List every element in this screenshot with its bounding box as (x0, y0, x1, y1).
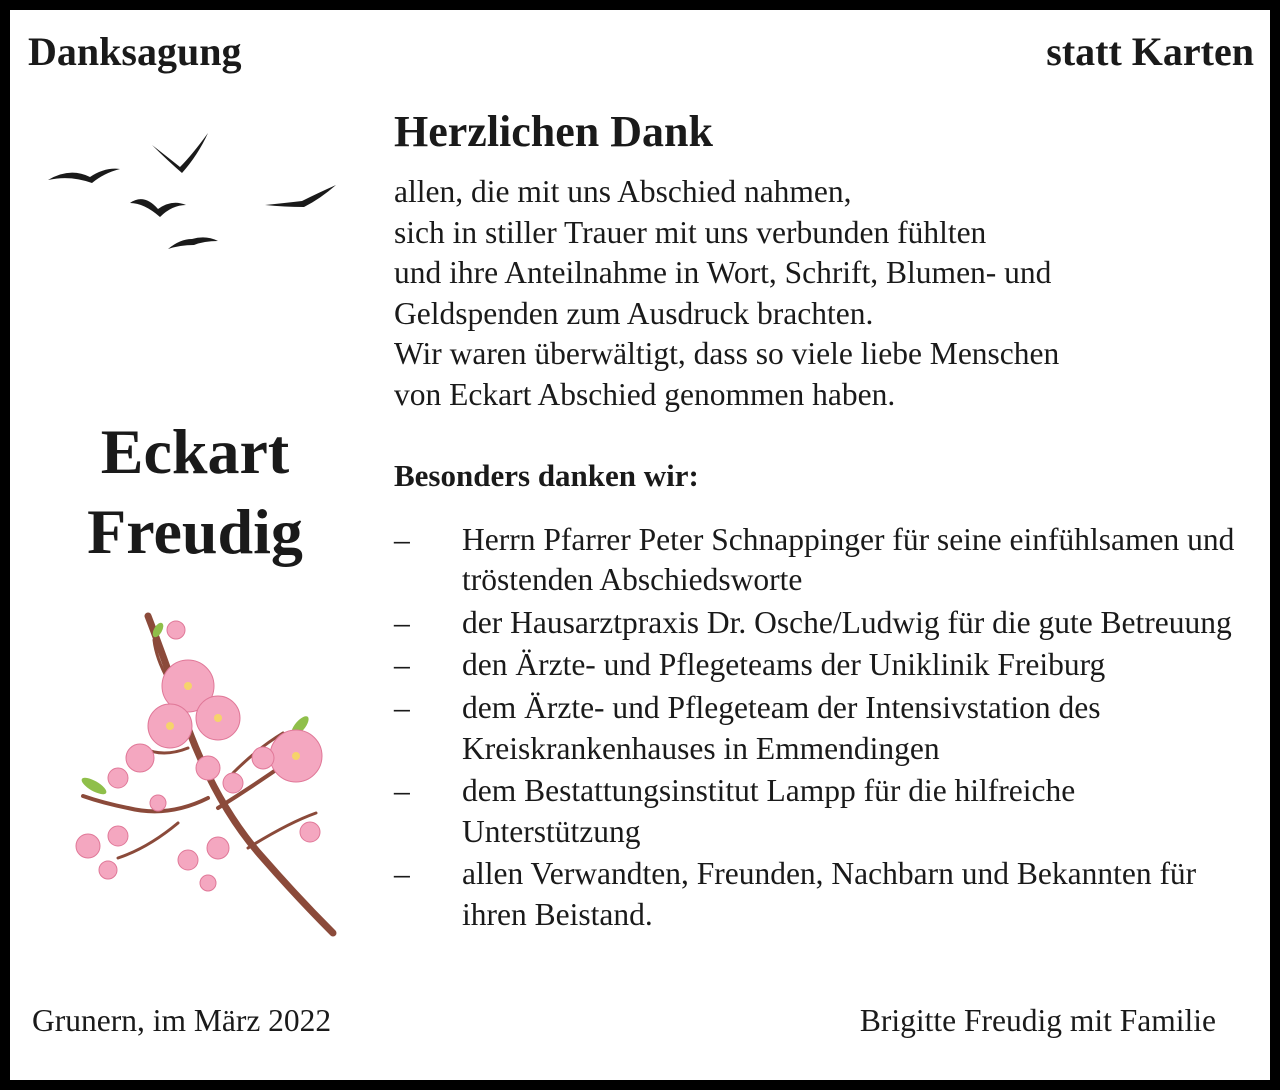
header-danksagung: Danksagung (28, 29, 242, 74)
list-bullet: – (394, 773, 410, 809)
list-bullet: – (394, 689, 410, 725)
list-bullet: – (394, 647, 410, 683)
obituary-card (10, 10, 1270, 1080)
list-item-text: dem Ärzte- und Pflegeteam der Intensivstation des Kreiskrankenhauses in Emmendingen (462, 689, 1101, 766)
list-item (394, 645, 1254, 686)
header-statt-karten: statt Karten (1046, 29, 1254, 74)
list-item-text: allen Verwandten, Freunden, Nachbarn und Bekannten für ihren Beistand. (462, 856, 1197, 932)
footer-signature: Brigitte Freudig mit Familie (859, 1003, 1216, 1038)
list-bullet: – (394, 604, 410, 640)
list-item (394, 854, 1254, 935)
intro-line: sich in stiller Trauer mit uns verbunden fühlten (394, 214, 987, 250)
footer-place-date: Grunern, im März 2022 (32, 1003, 332, 1038)
list-item-text: Herrn Pfarrer Peter Schnappinger für seine einfühlsamen und tröstenden Abschiedsworte (462, 521, 1235, 598)
intro-line: allen, die mit uns Abschied nahmen, (394, 174, 852, 209)
deceased-first-name: Eckart (100, 416, 290, 487)
intro-line: von Eckart Abschied genommen haben. (394, 376, 896, 412)
intro-line: und ihre Anteilnahme in Wort, Schrift, Blumen- und (394, 255, 1052, 291)
list-bullet: – (394, 856, 410, 892)
list-item (394, 603, 1254, 644)
deceased-last-name: Freudig (87, 496, 303, 567)
list-item (394, 520, 1254, 601)
thanks-subheading: Besonders danken wir: (394, 457, 699, 493)
intro-paragraph (394, 172, 1254, 416)
intro-line: Geldspenden zum Ausdruck brachten. (394, 295, 874, 331)
thanks-list (394, 520, 1254, 936)
main-text (394, 106, 1254, 938)
list-item (394, 771, 1254, 852)
list-item-text: den Ärzte- und Pflegeteams der Uniklinik Freiburg (462, 647, 1106, 683)
list-item-text: dem Bestattungsinstitut Lampp für die hilfreiche Unterstützung (462, 773, 1076, 849)
main-title: Herzlichen Dank (394, 107, 713, 156)
birds-flying-icon (40, 125, 340, 260)
intro-line: Wir waren überwältigt, dass so viele liebe Menschen (394, 336, 1060, 372)
list-bullet: – (394, 521, 410, 557)
list-item (394, 688, 1254, 769)
cherry-blossom-branch-icon (58, 608, 348, 943)
list-item-text: der Hausarztpraxis Dr. Osche/Ludwig für die gute Betreuung (462, 604, 1232, 640)
